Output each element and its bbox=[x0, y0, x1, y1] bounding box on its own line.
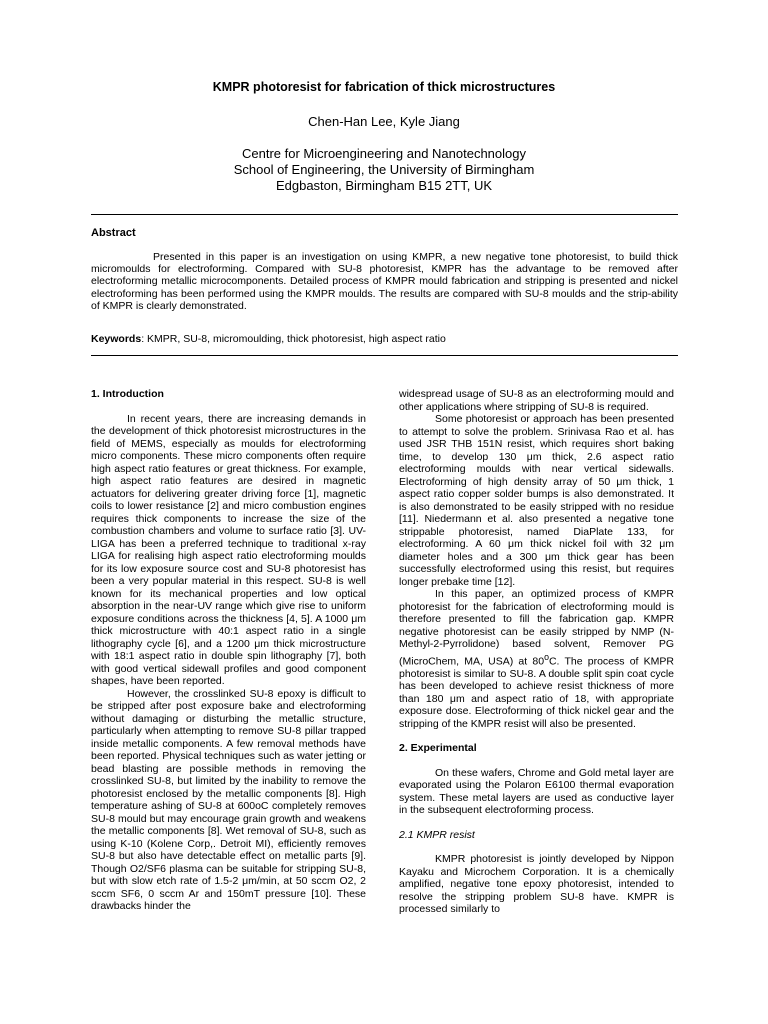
section-heading-experimental: 2. Experimental bbox=[399, 742, 477, 754]
abstract-heading: Abstract bbox=[91, 227, 136, 239]
affiliation-line-2: School of Engineering, the University of Birmingham bbox=[233, 162, 535, 177]
top-divider bbox=[91, 214, 678, 215]
keywords-label: Keywords bbox=[91, 333, 142, 345]
kmpr-paragraph-1: KMPR photoresist is jointly developed by Nippon Kayaku and Microchem Corporation. It is a chemically amplified, negative tone epoxy photoresist, intended to resolve the stripping problem SU-8 have. KMPR is processed similarly to bbox=[399, 853, 674, 915]
abstract-body bbox=[91, 251, 678, 312]
intro-paragraph-2: However, the crosslinked SU-8 epoxy is difficult to be stripped after post exposure bake and electroforming without damaging or disturbing the metallic structure, particularly when attempting to remove SU-8 pillar trapped inside metallic components. A few removal methods have been reported. Physical techniques such as water jetting or bead blasting are possible methods in removing the crosslinked SU-8, but limited by the inability to remove the photoresist enclosed by the metallic components [8]. High temperature ashing of SU-8 at 600oC completely removes SU-8 mould but may encourage grain growth and weakens the metallic components [8]. Wet removal of SU-8, such as using K-10 (Kolene Corp,. Detroit MI), efficiently removes SU-8 but also have detectable effect on metallic parts [9]. Though O2/SF6 plasma can be suitable for stripping SU-8, but with slow etch rate of 1.5-2 μm/min, at 50 sccm O2, 2 sccm SF6, 0 sccm Ar and 150mT pressure [10]. These drawbacks hinder the bbox=[91, 687, 366, 912]
bottom-divider bbox=[91, 355, 678, 356]
paper-title: KMPR photoresist for fabrication of thick microstructures bbox=[212, 80, 556, 94]
intro-paragraph-3: Some photoresist or approach has been presented to attempt to solve the problem. Srinivasa Rao et al. has used JSR THB 151N resist, which requires short baking time, to develop 130 μm thick, 2.6 aspect ratio electroforming moulds with near vertical sidewalls. Electroforming of high density array of 50 μm thick, 1 aspect ratio copper solder bumps is also demonstrated. It is also demonstrated to be easily stripped with no residue [11]. Niedermann et al. also presented a negative tone strippable photoresist, named DiaPlate 133, for electroforming. A 60 μm thick nickel foil with 32 μm diameter holes and a 300 μm thick gear has been successfully electroformed using this resist, but requires longer prebake time [12]. bbox=[399, 413, 674, 588]
intro-paragraph-continued: widespread usage of SU-8 as an electroforming mould and other applications where stripping of SU-8 is required. bbox=[399, 388, 674, 413]
degree-superscript: o bbox=[544, 651, 549, 662]
right-column bbox=[399, 388, 674, 916]
intro-paragraph-4 bbox=[399, 588, 674, 730]
left-column bbox=[91, 388, 366, 913]
section-heading-introduction: 1. Introduction bbox=[91, 388, 164, 400]
affiliation-line-3: Edgbaston, Birmingham B15 2TT, UK bbox=[275, 178, 493, 193]
intro-paragraph-4-part-b: C. The process of KMPR photoresist is similar to SU-8. A double split spin coat cycle has been developed to achieve resist thickness of more than 180 μm and aspect ratio of 18, with appropriate exposure dose. Electroforming of thick nickel gear and the stripping of the KMPR resist will also be presented. bbox=[399, 655, 675, 730]
intro-paragraph-4-part-a: In this paper, an optimized process of KMPR photoresist for the fabrication of electroforming mould is therefore presented to fill the fabrication gap. KMPR negative photoresist can be easily stripped by NMP (N-Methyl-2-Pyrrolidone) based solvent, Remover PG (MicroChem, MA, USA) at 80 bbox=[399, 588, 674, 667]
intro-paragraph-1: In recent years, there are increasing demands in the development of thick photoresist microstructures in the field of MEMS, especially as moulds for electroforming micro components. These micro components often require high aspect ratio features or great thickness. For example, high aspect ratio features are desired in magnetic actuators for delivering greater driving force [1], magnetic coils to lower resistance [2] and micro combustion engines requires thick components to increase the size of the combustion chambers and volume to surface ratio [3]. UV-LIGA has been a preferred technique to traditional x-ray LIGA for realising high aspect ratio electroforming moulds for its low exposure source cost and SU-8 photoresist has been a very popular material in this respect. SU-8 is well known for its mechanical properties and low optical absorption in the near-UV range which give rise to uniform exposure conditions across the thickness [4, 5]. A 1000 μm thick microstructure with 40:1 aspect ratio in a single lithography cycle [6], and a 1200 μm thick microstructure with 18:1 aspect ratio in double spin lithography [7], both with good vertical sidewall profiles and good component shapes, have been reported. bbox=[91, 412, 366, 687]
keywords-line bbox=[91, 333, 446, 345]
affiliation bbox=[0, 146, 768, 194]
subsection-heading-kmpr-resist: 2.1 KMPR resist bbox=[399, 828, 475, 841]
authors: Chen-Han Lee, Kyle Jiang bbox=[308, 114, 460, 129]
spacer bbox=[399, 730, 674, 742]
abstract-text: Presented in this paper is an investigation on using KMPR, a new negative tone photoresist, to build thick micromoulds for electroforming. Compared with SU-8 photoresist, KMPR has the advantage to be removed after electroforming metallic microcomponents. Detailed process of KMPR mould fabrication and stripping is presented and nickel electroforming has been performed using the KMPR moulds. The results are compared with SU-8 moulds and the strip-ability of KMPR is clearly demonstrated. bbox=[91, 251, 678, 312]
affiliation-line-1: Centre for Microengineering and Nanotechnology bbox=[241, 146, 526, 161]
experimental-paragraph-1: On these wafers, Chrome and Gold metal layer are evaporated using the Polaron E6100 thermal evaporation system. These metal layers are used as conductive layer in the subsequent electroforming process. bbox=[399, 766, 674, 816]
keywords-text: : KMPR, SU-8, micromoulding, thick photoresist, high aspect ratio bbox=[141, 333, 446, 345]
